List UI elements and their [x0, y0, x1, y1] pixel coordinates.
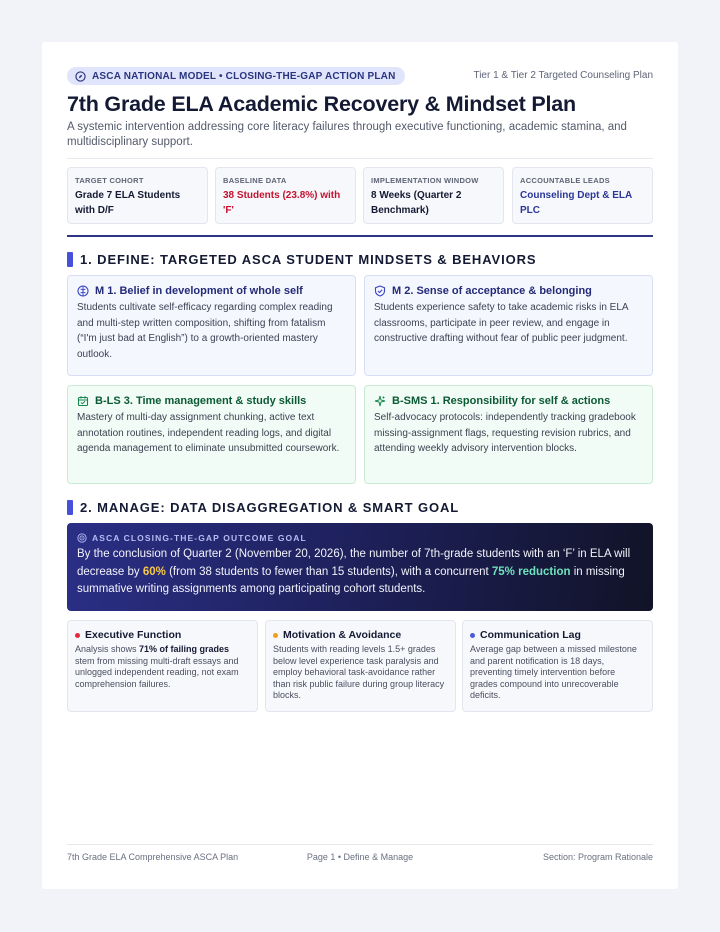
- section-divider: [67, 235, 653, 237]
- meta-value: Counseling Dept & ELA PLC: [520, 190, 632, 216]
- framework-badge: [67, 67, 405, 85]
- footer-left: 7th Grade ELA Comprehensive ASCA Plan: [67, 852, 239, 862]
- factor-emphasis: 71% of failing grades: [139, 644, 230, 654]
- shield-icon: [374, 285, 386, 297]
- heading-accent-bar: [67, 252, 73, 267]
- brain-icon: [77, 285, 89, 297]
- document-page: [42, 42, 678, 889]
- card-body: Self-advocacy protocols: independently tracking gradebook missing-assignment flags, requesting revision rubrics, and attending weekly advisory intervention blocks.: [374, 412, 636, 455]
- meta-value: Grade 7 ELA Students with D/F: [75, 190, 181, 216]
- footer-right: Section: Program Rationale: [542, 852, 653, 862]
- compass-icon: [75, 71, 86, 82]
- card-title: M 1. Belief in development of whole self: [95, 285, 303, 297]
- behavior-card-bls3: [67, 385, 356, 484]
- card-body: Students cultivate self-efficacy regarding complex reading and multi-step written composition, shifting from fatalism (“I'm just bad at English”) to a growth-oriented mastery outlook.: [77, 302, 333, 361]
- mindset-card-m1: [67, 275, 356, 376]
- divider: [67, 158, 653, 159]
- card-title: M 2. Sense of acceptance & belonging: [392, 285, 592, 297]
- tier-label: Tier 1 & Tier 2 Targeted Counseling Plan: [473, 70, 653, 81]
- card-title: B-LS 3. Time management & study skills: [95, 395, 307, 407]
- status-dot: [470, 633, 475, 638]
- factor-text: stem from missing multi-draft essays and unlogged independent reading, not exam comprehension failures.: [75, 655, 239, 689]
- footer-page-number: Page 1 • Define & Manage: [306, 852, 414, 862]
- factor-title: Executive Function: [85, 629, 182, 641]
- factor-title: Motivation & Avoidance: [283, 629, 402, 641]
- meta-baseline-data: [215, 167, 356, 224]
- meta-label: ACCOUNTABLE LEADS: [520, 176, 610, 185]
- section-title: 2. MANAGE: DATA DISAGGREGATION & SMART GOAL: [80, 499, 460, 515]
- meta-value: 8 Weeks (Quarter 2 Benchmark): [371, 190, 462, 216]
- top-bar: [67, 67, 653, 85]
- smart-goal-panel: [67, 523, 653, 611]
- meta-target-cohort: [67, 167, 208, 224]
- mindset-card-m2: [364, 275, 653, 376]
- calendar-icon: [77, 395, 89, 407]
- footer-divider: [67, 844, 653, 845]
- meta-implementation-window: [363, 167, 504, 224]
- factor-body: Students with reading levels 1.5+ grades below level experience task paralysis and employ behavioral task-avoidance rather than risk public failure during group literacy blocks.: [273, 644, 445, 700]
- factor-body: Average gap between a missed milestone and parent notification is 18 days, preventing timely intervention before grades compound into unrecoverable deficits.: [470, 644, 637, 700]
- goal-label: ASCA CLOSING-THE-GAP OUTCOME GOAL: [92, 533, 307, 543]
- factor-card-motivation: [265, 620, 456, 712]
- target-icon: [77, 533, 87, 543]
- meta-value: 38 Students (23.8%) with 'F': [223, 190, 341, 216]
- page-title: 7th Grade ELA Academic Recovery & Mindset Plan: [67, 92, 576, 116]
- behavior-card-bsms1: [364, 385, 653, 484]
- goal-highlight-missing: 75% reduction: [491, 565, 571, 578]
- section-title: 1. DEFINE: TARGETED ASCA STUDENT MINDSETS & BEHAVIORS: [80, 251, 537, 267]
- factor-card-executive-function: [67, 620, 258, 712]
- badge-text: ASCA NATIONAL MODEL • CLOSING-THE-GAP ACTION PLAN: [92, 70, 396, 82]
- meta-label: IMPLEMENTATION WINDOW: [371, 176, 479, 185]
- meta-label: TARGET COHORT: [75, 176, 144, 185]
- status-dot: [75, 633, 80, 638]
- card-title: B-SMS 1. Responsibility for self & actions: [392, 395, 611, 407]
- meta-accountable-leads: [512, 167, 653, 224]
- factor-card-communication-lag: [462, 620, 653, 712]
- goal-text-part: in missing summative writing assignments among participating cohort students.: [77, 565, 625, 595]
- section-heading-define: [67, 251, 537, 267]
- page-subtitle: A systemic intervention addressing core literacy failures through executive functioning, academic stamina, and multidisciplinary support.: [67, 121, 627, 148]
- goal-text-part: (from 38 students to fewer than 15 students), with a concurrent: [165, 565, 492, 578]
- meta-label: BASELINE DATA: [223, 176, 287, 185]
- heading-accent-bar: [67, 500, 73, 515]
- status-dot: [273, 633, 278, 638]
- factor-body: [75, 644, 250, 690]
- factor-text: Analysis shows: [75, 644, 140, 654]
- sparkle-icon: [374, 395, 386, 407]
- section-heading-manage: [67, 499, 459, 515]
- goal-highlight-reduction: 60%: [142, 565, 166, 578]
- card-body: Students experience safety to take academic risks in ELA classrooms, participate in peer review, and engage in constructive drafting without fear of public peer judgment.: [374, 302, 629, 345]
- goal-text: [77, 546, 643, 599]
- factor-title: Communication Lag: [480, 629, 581, 641]
- card-body: Mastery of multi-day assignment chunking, active text annotation routines, independent reading logs, and digital agenda management to eliminate unsubmitted coursework.: [77, 412, 340, 455]
- goal-text-part: By the conclusion of Quarter 2 (November 20, 2026), the number of 7th-grade students with an ‘F’ in ELA will decrease by: [77, 548, 631, 578]
